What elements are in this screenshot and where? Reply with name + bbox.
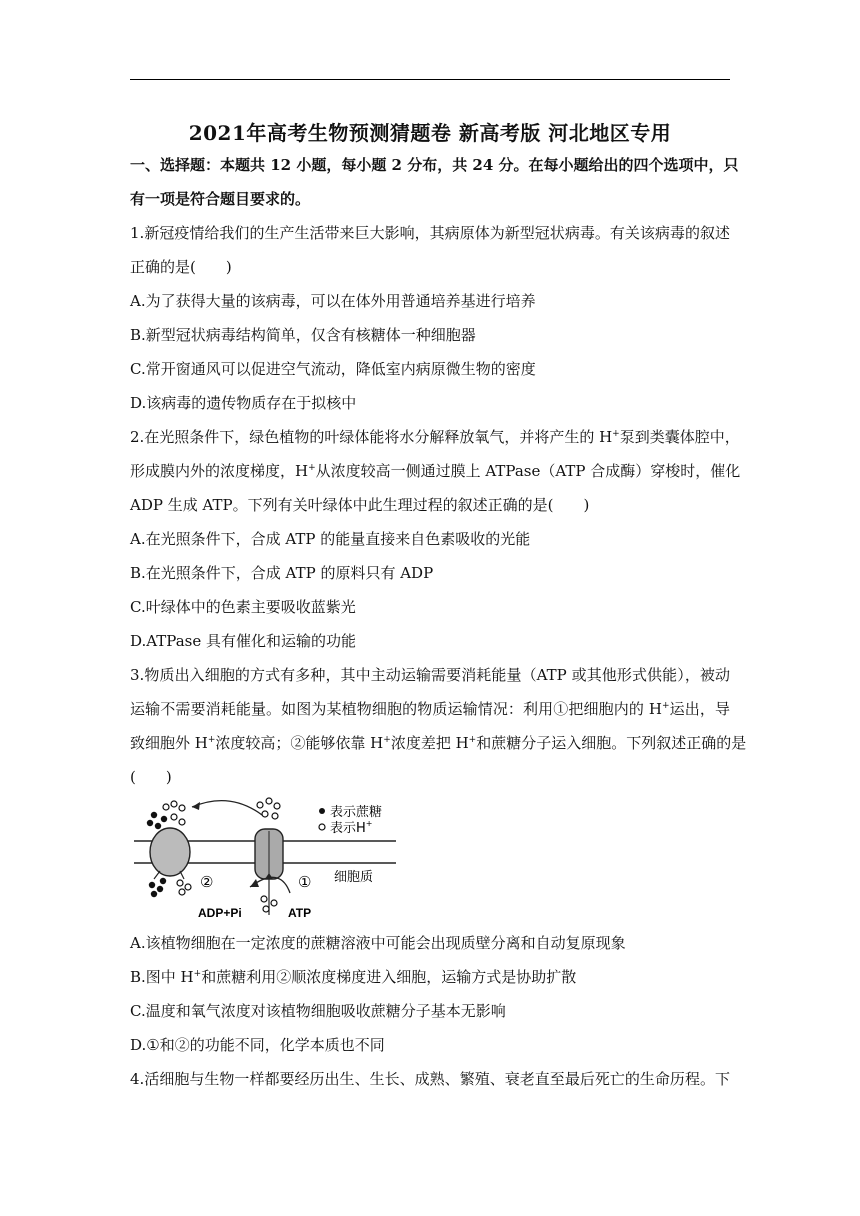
legend-h-circle [319, 824, 325, 830]
q3-stem-line-3: 致细胞外 H+浓度较高；②能够依靠 H+浓度差把 H+和蔗糖分子运入细胞。下列叙述正确的是 [130, 734, 747, 752]
q2-option-a: A.在光照条件下，合成 ATP 的能量直接来自色素吸收的光能 [130, 530, 531, 548]
q1-stem-line-2: 正确的是( ) [130, 258, 232, 276]
q3-option-c: C.温度和氧气浓度对该植物细胞吸收蔗糖分子基本无影响 [130, 1002, 506, 1020]
sucrose-dot [151, 812, 157, 818]
header-rule [130, 79, 730, 80]
q3-option-d: D.①和②的功能不同，化学本质也不同 [130, 1036, 385, 1054]
h-ion-circle [272, 813, 278, 819]
sucrose-dot [151, 891, 157, 897]
q3-stem-line-1: 3.物质出入细胞的方式有多种，其中主动运输需要消耗能量（ATP 或其他形式供能），被动 [130, 666, 730, 684]
h-ion-circle [179, 805, 185, 811]
h-ion-circle [171, 814, 177, 820]
h-ion-circle [185, 884, 191, 890]
q3-option-a: A.该植物细胞在一定浓度的蔗糖溶液中可能会出现质壁分离和自动复原现象 [130, 934, 626, 952]
q2-option-b: B.在光照条件下，合成 ATP 的原料只有 ADP [130, 564, 434, 582]
h-ion-circle [262, 811, 268, 817]
sucrose-dot [149, 882, 155, 888]
h-ion-circle [257, 802, 263, 808]
label-adp-pi: ADP+Pi [198, 906, 242, 920]
h-release-arrow [180, 871, 184, 879]
h-ion-circle [177, 880, 183, 886]
sucrose-dot [160, 878, 166, 884]
legend-h-label: 表示H+ [330, 819, 373, 836]
q3-stem-line-2: 运输不需要消耗能量。如图为某植物细胞的物质运输情况：利用①把细胞内的 H+运出，导 [130, 700, 730, 718]
h-ion-circle [163, 804, 169, 810]
h-ion-circle [171, 801, 177, 807]
sucrose-dot [157, 886, 163, 892]
h-ion-circle [271, 900, 277, 906]
q1-stem-line-1: 1.新冠疫情给我们的生产生活带来巨大影响，其病原体为新型冠状病毒。有关该病毒的叙述 [130, 224, 730, 242]
q3-stem-line-4: ( ) [130, 768, 172, 786]
q2-option-c: C.叶绿体中的色素主要吸收蓝紫光 [130, 598, 356, 616]
h-ion-circle [274, 803, 280, 809]
sucrose-release-arrow [154, 871, 160, 879]
q1-option-a: A.为了获得大量的该病毒，可以在体外用普通培养基进行培养 [130, 292, 536, 310]
q1-option-d: D.该病毒的遗传物质存在于拟核中 [130, 394, 357, 412]
q2-stem-line-1: 2.在光照条件下，绿色植物的叶绿体能将水分解释放氧气，并将产生的 H+泵到类囊体腔中， [130, 428, 740, 446]
legend-sucrose-label: 表示蔗糖 [330, 805, 383, 820]
h-ion-circle [266, 798, 272, 804]
atp-hydrolysis-arrowhead [250, 879, 259, 887]
q3-option-b: B.图中 H+和蔗糖利用②顺浓度梯度进入细胞，运输方式是协助扩散 [130, 968, 577, 986]
section-heading-line-1: 一、选择题：本题共 12 小题，每小题 2 分布，共 24 分。在每小题给出的四个选项中，只 [130, 156, 739, 174]
h-ion-circle [261, 896, 267, 902]
q1-option-b: B.新型冠状病毒结构简单，仅含有核糖体一种细胞器 [130, 326, 476, 344]
legend-sucrose-dot [319, 808, 325, 814]
sucrose-dot [147, 820, 153, 826]
q4-stem-line-1: 4.活细胞与生物一样都要经历出生、生长、成熟、繁殖、衰老直至最后死亡的生命历程。下 [130, 1070, 730, 1088]
h-ion-return-arrow [192, 801, 262, 815]
q2-stem-line-3: ADP 生成 ATP。下列有关叶绿体中此生理过程的叙述正确的是( ) [130, 496, 590, 514]
label-cytoplasm: 细胞质 [334, 870, 374, 885]
sucrose-dot [161, 816, 167, 822]
q2-stem-line-2: 形成膜内外的浓度梯度，H+从浓度较高一侧通过膜上 ATPase（ATP 合成酶）穿梭时，催化 [130, 462, 741, 480]
q2-option-d: D.ATPase 具有催化和运输的功能 [130, 632, 356, 650]
membrane-transport-figure [130, 795, 400, 925]
label-atp: ATP [288, 906, 312, 920]
h-ion-circle [179, 889, 185, 895]
page-title: 2021年高考生物预测猜题卷 新高考版 河北地区专用 [188, 121, 672, 145]
h-ion-circle [263, 906, 269, 912]
label-1: ① [298, 873, 312, 891]
q1-option-c: C.常开窗通风可以促进空气流动，降低室内病原微生物的密度 [130, 360, 536, 378]
h-ion-circle [179, 819, 185, 825]
sucrose-dot [155, 823, 161, 829]
section-heading-line-2: 有一项是符合题目要求的。 [130, 190, 311, 208]
carrier-protein-2 [150, 828, 190, 876]
label-2: ② [200, 873, 214, 891]
